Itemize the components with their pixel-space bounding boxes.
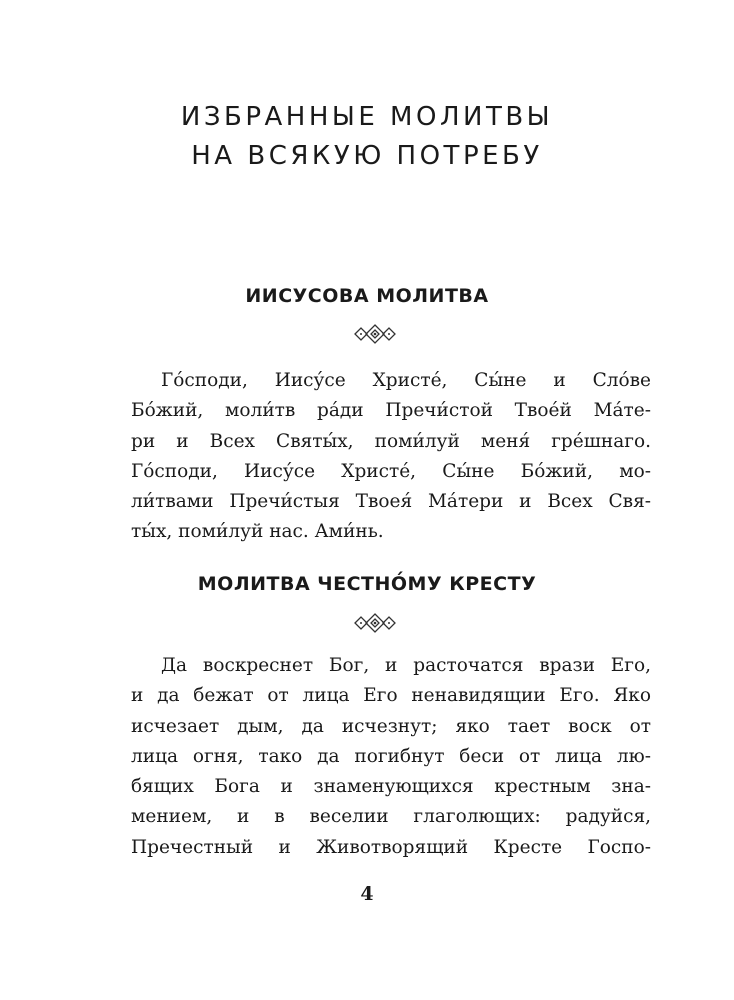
- prayer-text-jesus-prayer: [131, 366, 651, 548]
- section-heading-jesus-prayer: ИИСУСОВА МОЛИТВА: [245, 285, 489, 307]
- page-title-line-1: ИЗБРАННЫЕ МОЛИТВЫ: [180, 102, 554, 132]
- section-heading-prayer-to-cross: МОЛИТВА ЧЕСТНО́МУ КРЕСТУ: [197, 573, 537, 595]
- text-line: и да бежат от лица Его ненавидящии Его. Яко: [131, 685, 651, 707]
- text-line: ты́х, поми́луй нас. Ами́нь.: [131, 521, 384, 543]
- text-line: Да воскреснет Бог, и расточатся врази Его,: [161, 655, 651, 676]
- text-line: Го́споди, Иису́се Христе́, Сы́не и Сло́ве: [161, 370, 651, 391]
- text-line: исчезает дым, да исчезнут; яко тает воск от: [131, 715, 651, 737]
- prayer-text-cross: [131, 651, 651, 863]
- text-line: лица огня, тако да погибнут беси от лица лю-: [131, 745, 651, 767]
- page-number: 4: [360, 883, 374, 905]
- text-line: Бо́жий, моли́тв ра́ди Пречи́стой Твое́й Ма́те-: [131, 400, 651, 422]
- text-line: мением, и в веселии глаголющих: радуйся,: [131, 806, 651, 828]
- text-line: ри и Всех Святы́х, поми́луй меня́ гре́шнаго.: [131, 430, 651, 452]
- page-title-line-2: НА ВСЯКУЮ ПОТРЕБУ: [191, 141, 543, 171]
- diamond-ornament-icon: [352, 323, 398, 345]
- page-title: [0, 98, 734, 176]
- text-line: Пречестный и Животворящий Кресте Госпо-: [131, 836, 651, 858]
- text-line: ли́твами Пречи́стыя Твоея́ Ма́тери и Всех Свя-: [131, 491, 651, 513]
- text-line: Го́споди, Иису́се Христе́, Сы́не Бо́жий, мо-: [131, 460, 651, 482]
- text-line: бящих Бога и знаменующихся крестным зна-: [131, 776, 651, 798]
- diamond-ornament-icon: [352, 612, 398, 634]
